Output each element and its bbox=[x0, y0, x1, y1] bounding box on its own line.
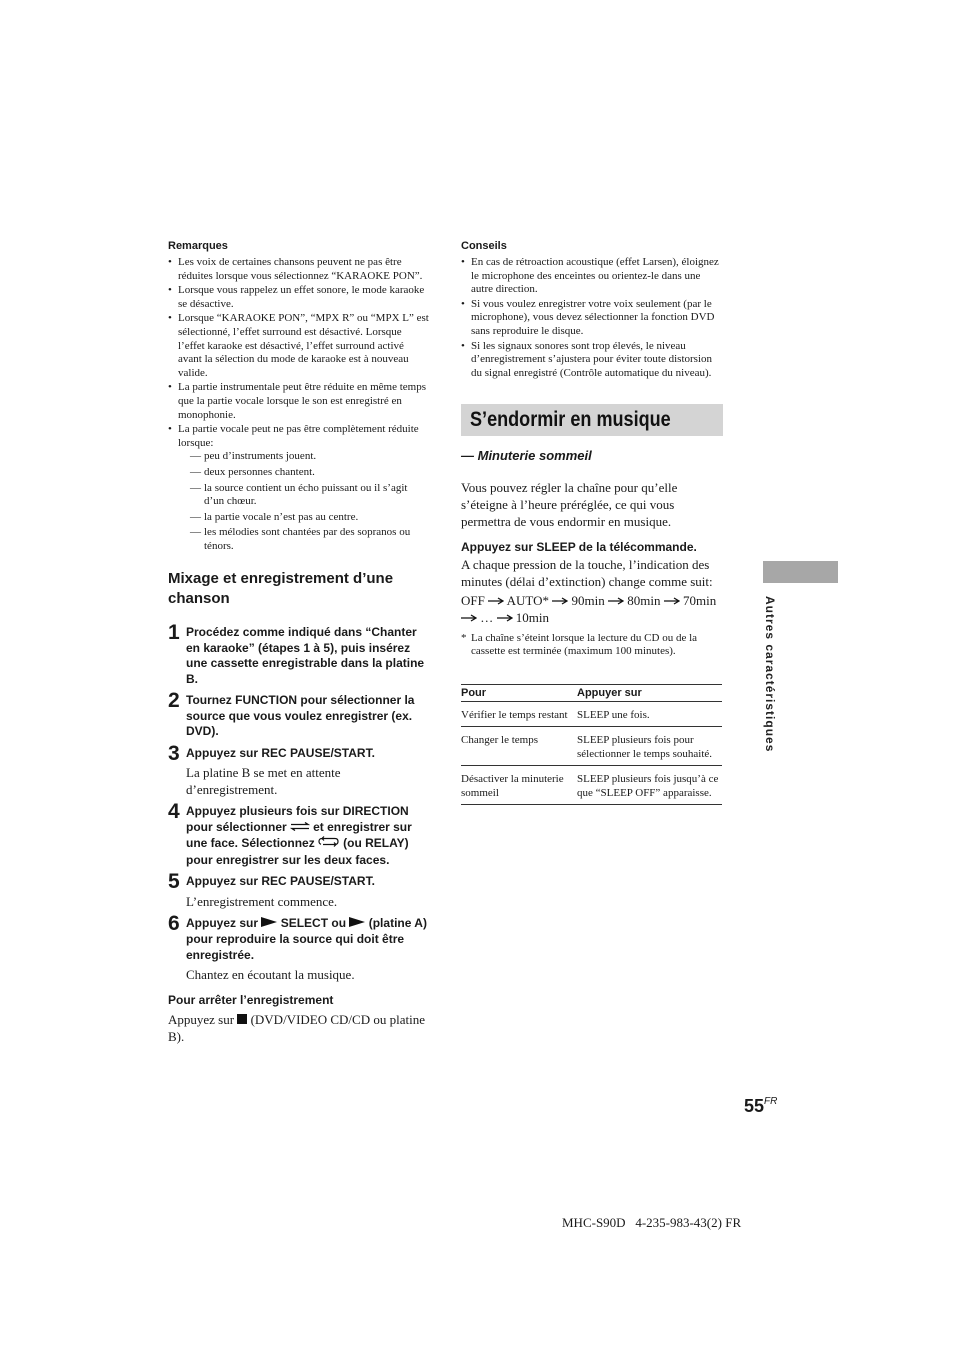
step-4 bbox=[168, 800, 430, 868]
step-number: 3 bbox=[168, 741, 180, 765]
step-text-part: Appuyez plusieurs fois sur DIRECTION pour sélectionner bbox=[186, 804, 409, 834]
remarks-title: Remarques bbox=[168, 240, 228, 252]
tip-item: • Si les signaux sonores sont trop élevés, le niveau d’enregistrement s’ajustera pour éviter toute distorsion du signal enregistré (Contrôle automatique du niveau). bbox=[461, 340, 723, 381]
play-icon bbox=[261, 918, 277, 930]
step-6 bbox=[168, 911, 430, 984]
step-2 bbox=[168, 689, 430, 740]
footnote-star: * bbox=[461, 632, 467, 645]
step-number: 2 bbox=[168, 689, 180, 713]
instruction-title: Appuyez sur SLEEP de la télécommande. bbox=[461, 540, 697, 555]
remark-subitem: — les mélodies sont chantées par des sopranos ou ténors. bbox=[190, 526, 430, 553]
section-banner bbox=[461, 404, 723, 436]
step-instruction: Appuyez sur REC PAUSE/START. bbox=[186, 745, 375, 760]
remark-item-text: La partie vocale peut ne pas être complètement réduite lorsque: bbox=[178, 423, 419, 449]
tip-item: • En cas de rétroaction acoustique (effet Larsen), éloignez le microphone des enceintes ou orientez-le dans une autre direction. bbox=[461, 256, 723, 297]
footnote bbox=[461, 632, 723, 658]
chapter-tab bbox=[763, 561, 838, 583]
table-row bbox=[461, 766, 722, 805]
step-instruction bbox=[186, 916, 430, 964]
stop-text bbox=[168, 1011, 430, 1045]
sequence-item: 10min bbox=[515, 610, 549, 626]
tips-title: Conseils bbox=[461, 240, 507, 252]
table-row bbox=[461, 702, 722, 727]
intro-text: Vous pouvez régler la chaîne pour qu’elle s’éteigne à l’heure préréglée, ce qui vous permettra de vous endormir en musique. bbox=[461, 480, 678, 530]
sequence-item: 80min bbox=[627, 593, 661, 609]
step-number: 1 bbox=[168, 621, 180, 645]
remark-subitem: — deux personnes chantent. bbox=[190, 466, 430, 480]
remark-item: • Les voix de certaines chansons peuvent ne pas être réduites lorsque vous sélectionnez “KARAOKE PON”. bbox=[168, 256, 430, 283]
arrow-right-icon bbox=[488, 593, 504, 608]
stop-title: Pour arrêter l’enregistrement bbox=[168, 993, 334, 1008]
table-cell: Vérifier le temps restant bbox=[461, 702, 577, 727]
arrow-right-icon bbox=[552, 593, 568, 608]
instruction-body: A chaque pression de la touche, l’indication des minutes (délai d’extinction) change comme suit: bbox=[461, 557, 713, 590]
arrow-right-icon bbox=[497, 610, 513, 625]
arrow-right-icon bbox=[664, 593, 680, 608]
table-header-row bbox=[461, 685, 722, 702]
sleep-table bbox=[461, 684, 722, 805]
sleep-sequence bbox=[461, 592, 723, 626]
model-footer: MHC-S90D 4-235-983-43(2) FR bbox=[562, 1215, 742, 1230]
arrow-right-icon bbox=[461, 610, 477, 625]
step-result: L’enregistrement commence. bbox=[186, 893, 338, 909]
banner-title: S’endormir en musique bbox=[470, 408, 671, 432]
step-text-part: SELECT ou bbox=[280, 915, 347, 930]
remark-subitem: — peu d’instruments jouent. bbox=[190, 450, 430, 464]
sequence-item: 90min bbox=[571, 593, 605, 609]
arrow-right-icon bbox=[608, 593, 624, 608]
sequence-item: … bbox=[480, 610, 494, 626]
step-result: La platine B se met en attente d’enregistrement. bbox=[186, 765, 341, 798]
chapter-side-title-text: Autres caractéristiques bbox=[763, 596, 777, 753]
step-instruction bbox=[186, 804, 430, 868]
table-header: Pour bbox=[461, 685, 577, 702]
table-cell: SLEEP plusieurs fois jusqu’à ce que “SLEEP OFF” apparaisse. bbox=[577, 766, 722, 805]
table-cell: Changer le temps bbox=[461, 727, 577, 766]
sequence-item: AUTO* bbox=[506, 593, 550, 609]
step-number: 4 bbox=[168, 800, 180, 824]
chapter-side-title bbox=[763, 596, 783, 796]
step-text-part: (ou RELAY) pour enregistrer sur les deux faces. bbox=[186, 836, 409, 867]
table-header: Appuyer sur bbox=[577, 685, 722, 702]
step-text-part: (platine A) pour reproduire la source qui doit être enregistrée. bbox=[186, 915, 427, 962]
stop-text-part: Appuyez sur bbox=[168, 1012, 235, 1028]
table-row bbox=[461, 727, 722, 766]
remark-subitem: — la source contient un écho puissant ou il s’agit d’un chœur. bbox=[190, 482, 430, 509]
one-side-direction-icon bbox=[290, 822, 313, 834]
step-instruction: Procédez comme indiqué dans “Chanter en karaoke” (étapes 1 à 5), puis insérez une cassette enregistrable dans la platine B. bbox=[186, 625, 425, 686]
footnote-text: La chaîne s’éteint lorsque la lecture du CD ou de la cassette est terminée (maximum 100 minutes). bbox=[471, 632, 698, 658]
stop-text-part: (DVD/VIDEO CD/CD ou platine B). bbox=[168, 1012, 425, 1045]
step-5 bbox=[168, 870, 430, 910]
remark-item: • La partie instrumentale peut être réduite en même temps que la partie vocale lorsque le son est enregistré en monophonie. bbox=[168, 381, 430, 422]
step-instruction: Appuyez sur REC PAUSE/START. bbox=[186, 874, 375, 889]
step-1 bbox=[168, 621, 430, 687]
remark-subitem: — la partie vocale n’est pas au centre. bbox=[190, 511, 430, 525]
step-result: Chantez en écoutant la musique. bbox=[186, 967, 355, 983]
step-number: 6 bbox=[168, 911, 180, 935]
left-column bbox=[168, 240, 430, 1045]
section-title: Mixage et enregistrement d’une chanson bbox=[168, 570, 394, 608]
sequence-item: OFF bbox=[461, 593, 485, 609]
step-instruction: Tournez FUNCTION pour sélectionner la source que vous voulez enregistrer (ex. DVD). bbox=[186, 693, 415, 739]
remark-sublist bbox=[178, 450, 430, 553]
page-number-suffix: FR bbox=[764, 1096, 778, 1107]
right-column bbox=[461, 240, 723, 805]
page-number bbox=[744, 1096, 777, 1117]
step-number: 5 bbox=[168, 870, 180, 894]
table-cell: Désactiver la minuterie sommeil bbox=[461, 766, 577, 805]
remark-item bbox=[168, 423, 430, 553]
page-number-value: 55 bbox=[744, 1096, 765, 1116]
step-3 bbox=[168, 741, 430, 799]
tip-item: • Si vous voulez enregistrer votre voix seulement (par le microphone), vous devez sélectionner la fonction DVD sans reproduire le disque. bbox=[461, 298, 723, 339]
table-cell: SLEEP une fois. bbox=[577, 702, 722, 727]
sequence-item: 70min bbox=[683, 593, 717, 609]
section-subtitle: — Minuterie sommeil bbox=[461, 448, 592, 464]
step-text-part: et enregistrer sur une face. Sélectionnez bbox=[186, 819, 412, 851]
remarks-list bbox=[168, 256, 430, 553]
remark-item: • Lorsque “KARAOKE PON”, “MPX R” ou “MPX L” est sélectionné, l’effet surround est désactivé. Lorsque l’effet karaoke est désactivé, l’effet surround activé avant la sélection du mode de karaoke est à nouveau valide. bbox=[168, 312, 430, 380]
both-sides-direction-icon bbox=[318, 838, 343, 850]
table-cell: SLEEP plusieurs fois pour sélectionner le temps souhaité. bbox=[577, 727, 722, 766]
remark-item: • Lorsque vous rappelez un effet sonore, le mode karaoke se désactive. bbox=[168, 284, 430, 311]
tips-list bbox=[461, 256, 723, 380]
stop-icon bbox=[237, 1012, 247, 1027]
step-text-part: Appuyez sur bbox=[186, 915, 259, 930]
play-icon bbox=[349, 918, 365, 930]
